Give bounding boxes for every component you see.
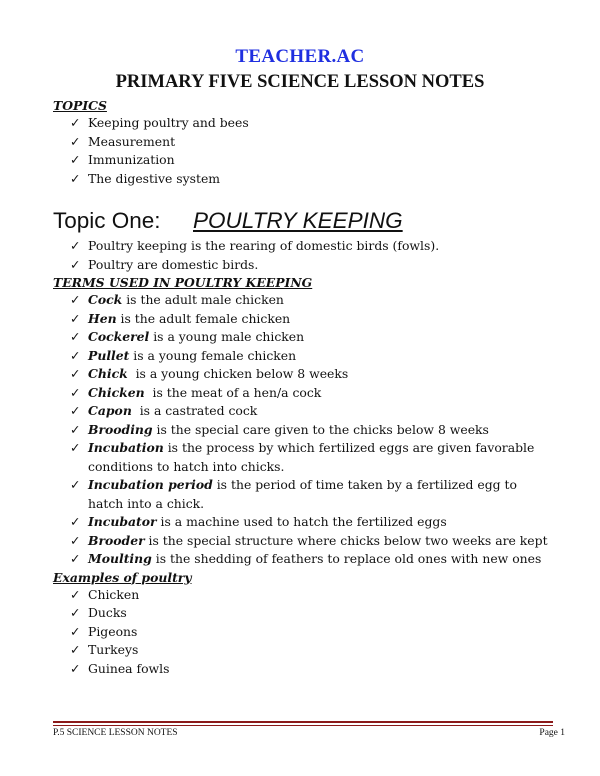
list-item: ✓ Immunization	[53, 151, 553, 170]
check-icon: ✓	[70, 586, 81, 602]
footer-label: P.5 SCIENCE LESSON NOTES	[53, 728, 178, 738]
topics-heading: TOPICS	[53, 98, 107, 113]
term-item: ✓ Pullet is a young female chicken	[53, 347, 553, 366]
check-icon: ✓	[70, 292, 81, 307]
check-icon: ✓	[70, 440, 81, 455]
term-item: ✓ Moulting is the shedding of feathers to replace old ones with new ones	[53, 550, 553, 569]
term-item: ✓ Incubation is the process by which fertilized eggs are given favorable conditions to hatch into chicks.	[70, 440, 535, 474]
check-icon: ✓	[70, 133, 81, 149]
topic-title: POULTRY KEEPING	[193, 208, 403, 233]
footer-rule	[53, 721, 553, 723]
terms-list	[53, 291, 553, 569]
term-item: ✓ Cockerel is a young male chicken	[53, 328, 553, 347]
check-icon: ✓	[70, 421, 81, 437]
check-icon: ✓	[70, 238, 81, 253]
check-icon: ✓	[70, 514, 81, 529]
topics-list	[53, 114, 553, 188]
check-icon: ✓	[70, 403, 81, 418]
check-icon: ✓	[70, 532, 81, 548]
list-item: ✓ Chicken	[53, 586, 553, 605]
term-item: ✓ Incubation period is the period of time taken by a fertilized egg to hatch into a chick.	[70, 477, 517, 511]
check-icon: ✓	[70, 384, 81, 400]
check-icon: ✓	[70, 115, 81, 130]
document-body	[53, 97, 553, 678]
list-item: ✓ Turkeys	[53, 641, 553, 660]
check-icon: ✓	[70, 152, 81, 167]
list-item: ✓ Poultry are domestic birds.	[53, 256, 553, 275]
examples-heading: Examples of poultry	[53, 569, 192, 585]
term-item: ✓ Incubator is a machine used to hatch the fertilized eggs	[53, 513, 553, 532]
check-icon: ✓	[70, 642, 81, 657]
list-item: ✓ Measurement	[53, 133, 553, 152]
check-icon: ✓	[70, 256, 81, 272]
topic-intro-list	[53, 237, 553, 274]
check-icon: ✓	[70, 551, 81, 566]
document-title: PRIMARY FIVE SCIENCE LESSON NOTES	[115, 72, 485, 92]
check-icon: ✓	[70, 347, 81, 363]
page-number: Page 1	[539, 728, 565, 738]
term-item: ✓ Cock is the adult male chicken	[53, 291, 553, 310]
list-item: ✓ Ducks	[53, 604, 553, 623]
term-item: ✓ Chicken is the meat of a hen/a cock	[53, 384, 553, 403]
check-icon: ✓	[70, 310, 81, 326]
check-icon: ✓	[70, 605, 81, 620]
topic-heading	[53, 206, 553, 236]
list-item: ✓ Pigeons	[53, 623, 553, 642]
term-item: ✓ Chick is a young chicken below 8 weeks	[53, 365, 553, 384]
list-item: ✓ The digestive system	[53, 170, 553, 189]
term-item: ✓ Capon is a castrated cock	[53, 402, 553, 421]
check-icon: ✓	[70, 660, 81, 676]
list-item: ✓ Guinea fowls	[53, 660, 553, 679]
examples-list	[53, 586, 553, 679]
term-item: ✓ Brooding is the special care given to the chicks below 8 weeks	[53, 421, 553, 440]
term-item: ✓ Brooder is the special structure where chicks below two weeks are kept	[53, 532, 553, 551]
list-item: ✓ Keeping poultry and bees	[53, 114, 553, 133]
terms-heading: TERMS USED IN POULTRY KEEPING	[53, 275, 313, 290]
site-brand: TEACHER.AC	[235, 46, 365, 67]
footer-rule-thin	[53, 725, 553, 726]
term-item: ✓ Hen is the adult female chicken	[53, 310, 553, 329]
list-item: ✓ Poultry keeping is the rearing of domestic birds (fowls).	[53, 237, 553, 256]
check-icon: ✓	[70, 623, 81, 639]
check-icon: ✓	[70, 329, 81, 344]
topic-label: Topic One:	[53, 208, 161, 233]
check-icon: ✓	[70, 170, 81, 186]
check-icon: ✓	[70, 366, 81, 381]
check-icon: ✓	[70, 477, 81, 492]
